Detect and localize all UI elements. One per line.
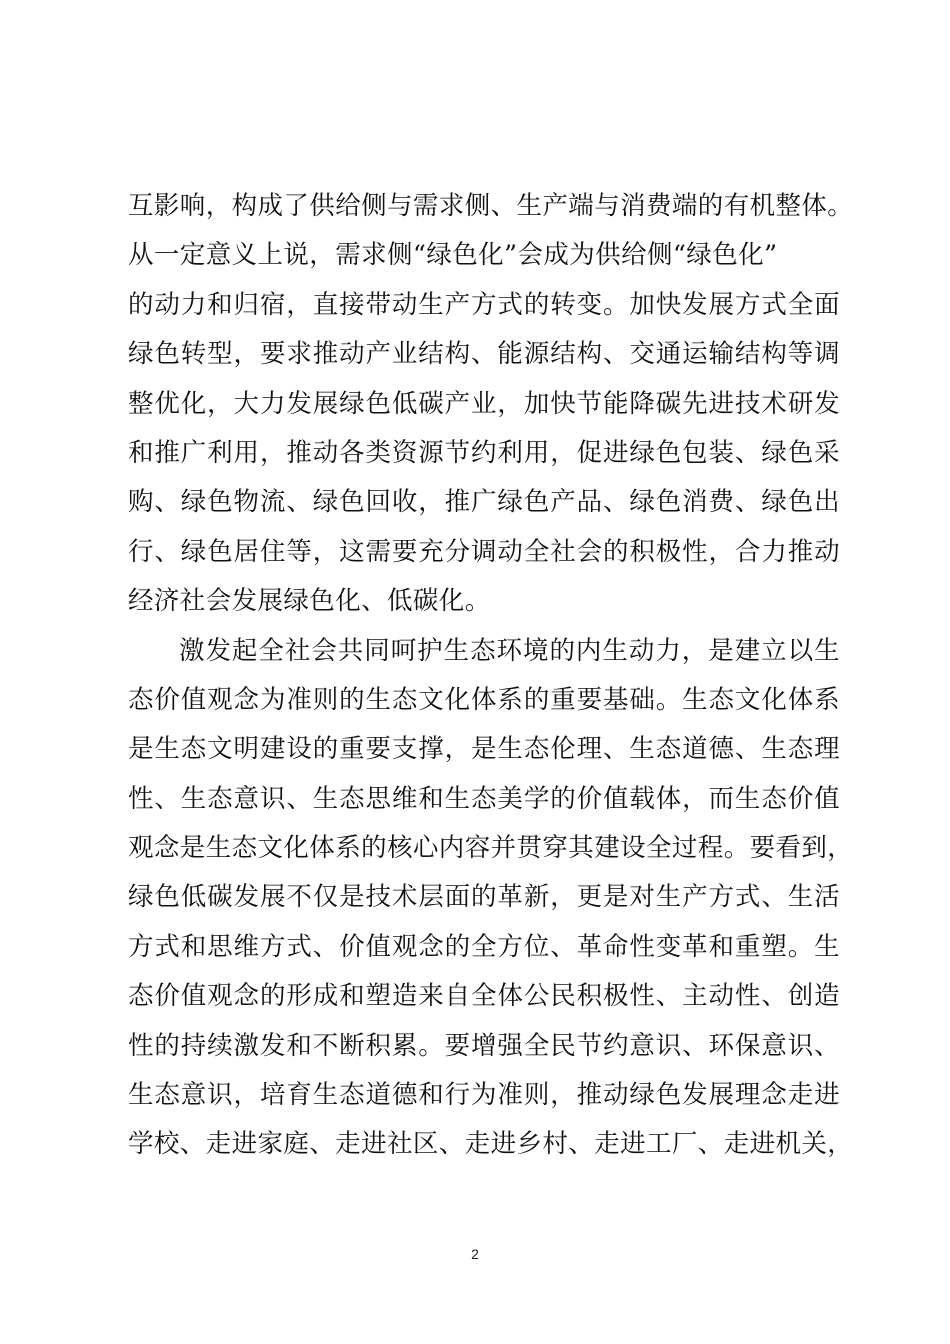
text-line: 互影响，构成了供给侧与需求侧、生产端与消费端的有机整体。 bbox=[128, 191, 854, 221]
text-line: 整优化，大力发展绿色低碳产业，加快节能降碳先进技术研发 bbox=[128, 388, 840, 419]
text-line: 态价值观念为准则的生态文化体系的重要基础。生态文化体系 bbox=[128, 684, 840, 715]
text-line: 性的持续激发和不断积累。要增强全民节约意识、环保意识、 bbox=[128, 1030, 840, 1061]
text-line: 绿色转型，要求推动产业结构、能源结构、交通运输结构等调 bbox=[128, 339, 840, 370]
text-line: 从一定意义上说，需求侧“绿色化”会成为供给侧“绿色化” bbox=[128, 240, 778, 271]
text-line: 和推广利用，推动各类资源节约利用，促进绿色包装、绿色采 bbox=[128, 437, 840, 468]
text-line: 态价值观念的形成和塑造来自全体公民积极性、主动性、创造 bbox=[128, 981, 840, 1012]
page-number: 2 bbox=[471, 1246, 479, 1262]
text-line: 的动力和归宿，直接带动生产方式的转变。加快发展方式全面 bbox=[128, 289, 840, 320]
text-line: 学校、走进家庭、走进社区、走进乡村、走进工厂、走进机关， bbox=[128, 1129, 854, 1160]
text-line: 方式和思维方式、价值观念的全方位、革命性变革和重塑。生 bbox=[128, 931, 840, 962]
text-line: 性、生态意识、生态思维和生态美学的价值载体，而生态价值 bbox=[128, 783, 840, 814]
body-text bbox=[128, 182, 854, 1170]
text-line: 观念是生态文化体系的核心内容并贯穿其建设全过程。要看到， bbox=[128, 833, 854, 864]
text-line: 购、绿色物流、绿色回收，推广绿色产品、绿色消费、绿色出 bbox=[128, 487, 840, 518]
text-line: 是生态文明建设的重要支撑，是生态伦理、生态道德、生态理 bbox=[128, 734, 840, 765]
text-line: 经济社会发展绿色化、低碳化。 bbox=[128, 586, 491, 617]
text-line: 行、绿色居住等，这需要充分调动全社会的积极性，合力推动 bbox=[128, 536, 840, 567]
text-line: 绿色低碳发展不仅是技术层面的革新，更是对生产方式、生活 bbox=[128, 882, 840, 913]
paragraph-start-line: 激发起全社会共同呵护生态环境的内生动力，是建立以生 bbox=[179, 635, 840, 666]
text-line: 生态意识，培育生态道德和行为准则，推动绿色发展理念走进 bbox=[128, 1080, 840, 1111]
